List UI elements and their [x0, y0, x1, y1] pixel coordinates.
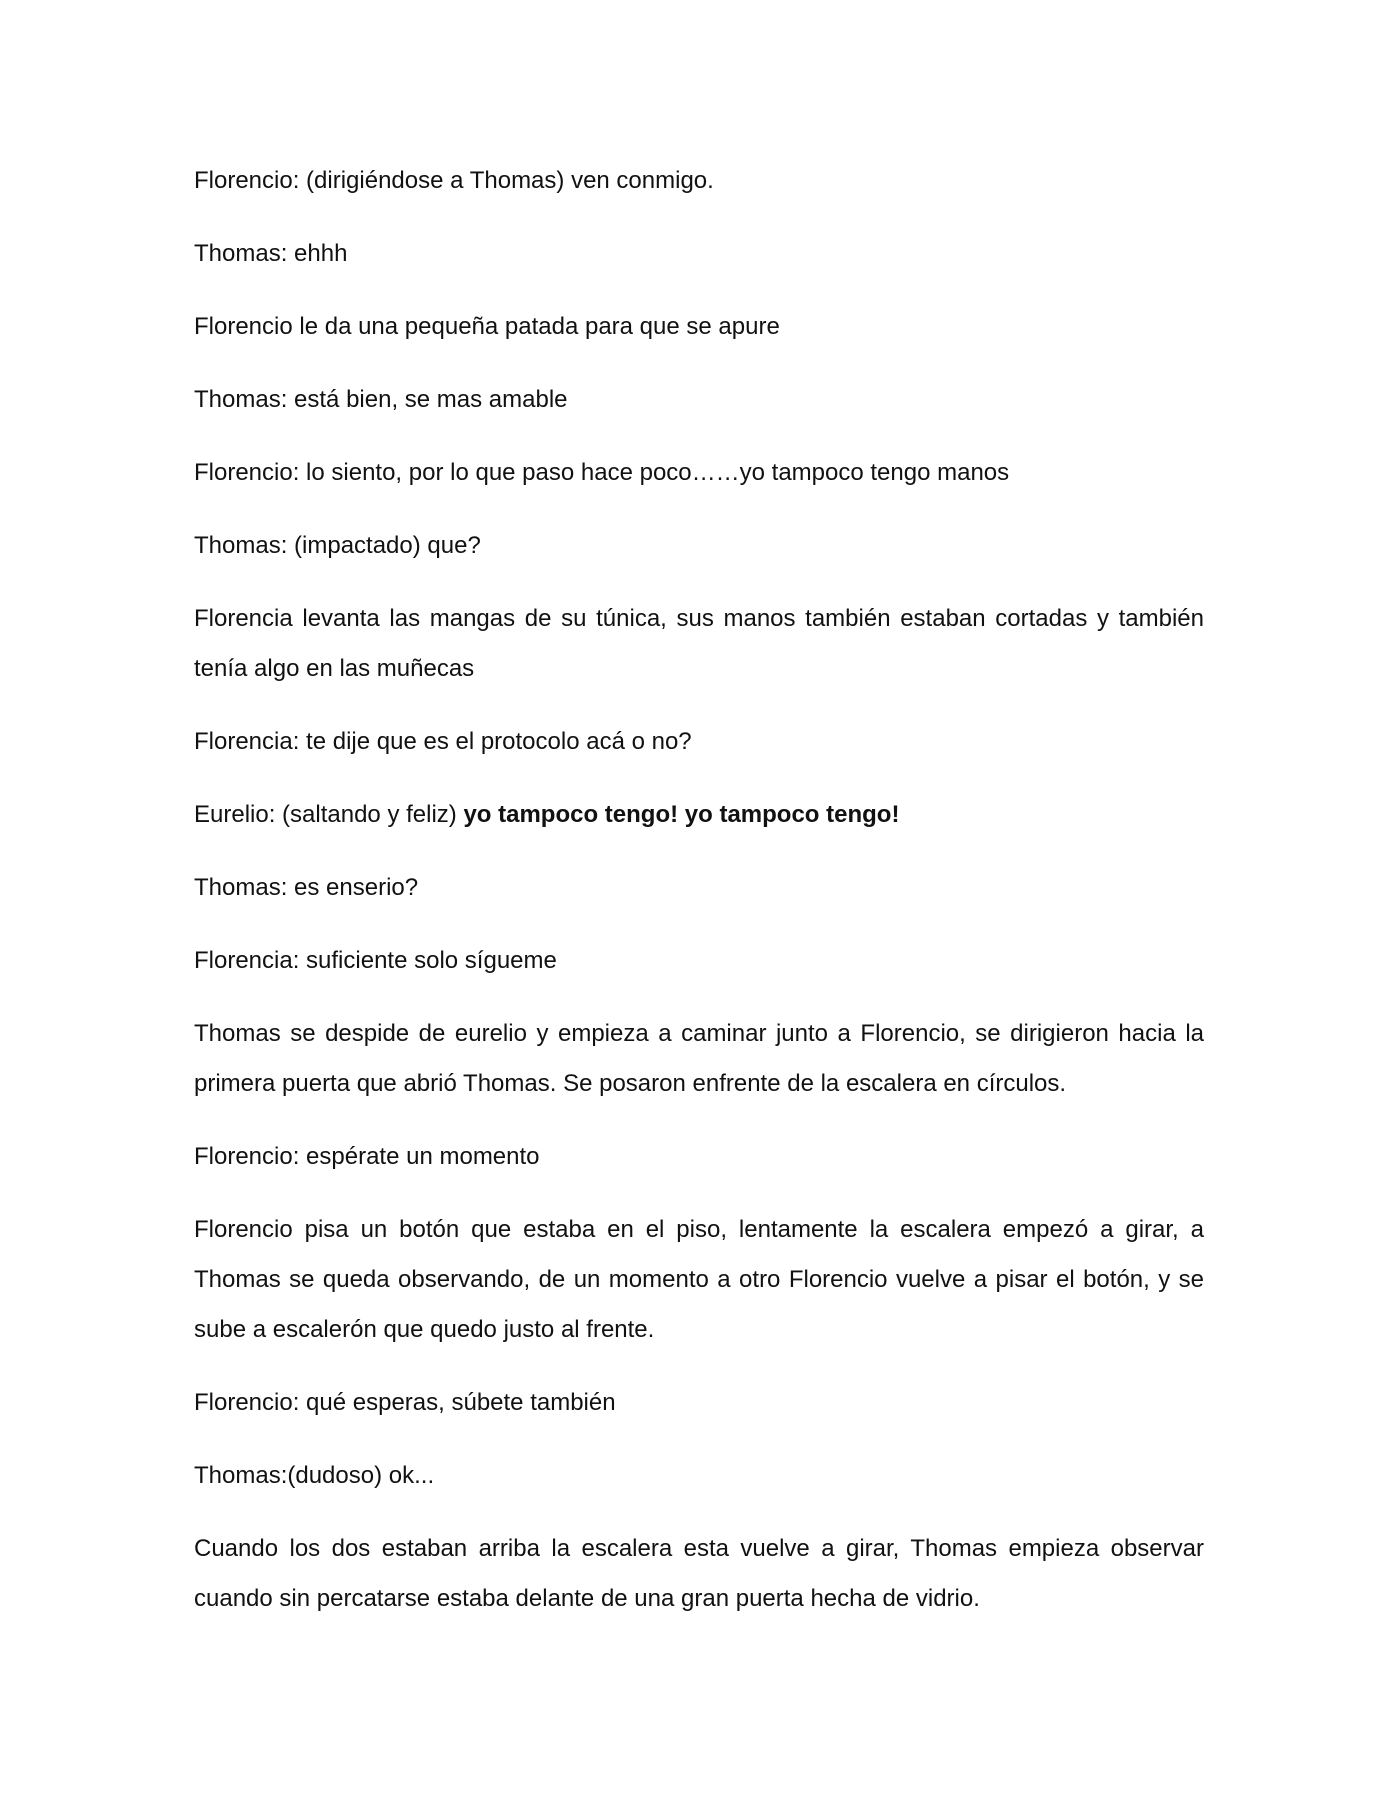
paragraph: Thomas se despide de eurelio y empieza a caminar junto a Florencio, se dirigieron hacia la primera puerta que abrió Thomas. Se posaron enfrente de la escalera en círculos. [194, 1020, 1204, 1097]
document-body [194, 156, 1204, 1647]
paragraph-plain-text: Eurelio: (saltando y feliz) [194, 801, 464, 828]
paragraph: Florencio: espérate un momento [194, 1143, 540, 1170]
paragraph-bold-text: yo tampoco tengo! yo tampoco tengo! [463, 801, 900, 828]
paragraph: Florencio le da una pequeña patada para que se apure [194, 313, 780, 340]
paragraph: Florencio: (dirigiéndose a Thomas) ven conmigo. [194, 167, 714, 194]
paragraph: Florencia: te dije que es el protocolo acá o no? [194, 728, 692, 755]
paragraph: Thomas: es enserio? [194, 874, 419, 901]
paragraph: Florencia levanta las mangas de su túnica, sus manos también estaban cortadas y también tenía algo en las muñecas [194, 605, 1204, 682]
paragraph: Florencia: suficiente solo sígueme [194, 947, 557, 974]
paragraph: Thomas: (impactado) que? [194, 532, 481, 559]
paragraph: Thomas: está bien, se mas amable [194, 386, 568, 413]
paragraph: Thomas: ehhh [194, 240, 348, 267]
paragraph: Florencio: qué esperas, súbete también [194, 1389, 616, 1416]
paragraph: Florencio pisa un botón que estaba en el piso, lentamente la escalera empezó a girar, a Thomas se queda observando, de un momento a otro Florencio vuelve a pisar el botón, y se sube a escalerón que quedo justo al frente. [194, 1216, 1204, 1343]
paragraph: Thomas:(dudoso) ok... [194, 1462, 435, 1489]
paragraph: Florencio: lo siento, por lo que paso hace poco……yo tampoco tengo manos [194, 459, 1010, 486]
paragraph: Cuando los dos estaban arriba la escalera esta vuelve a girar, Thomas empieza observar cuando sin percatarse estaba delante de una gran puerta hecha de vidrio. [194, 1535, 1204, 1612]
paragraph [194, 790, 1204, 840]
